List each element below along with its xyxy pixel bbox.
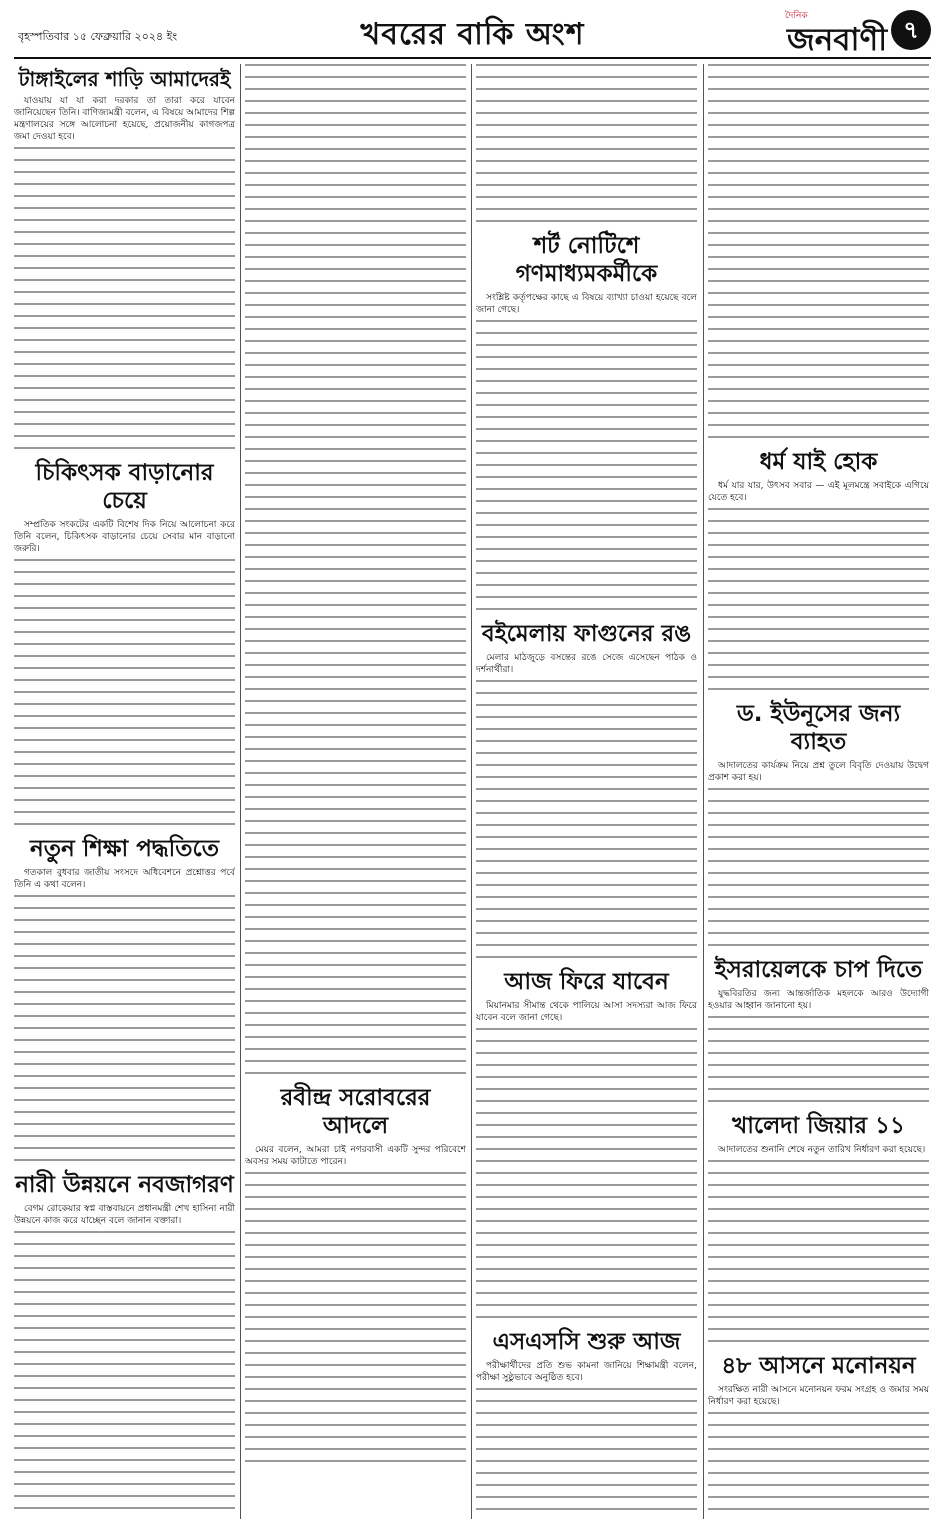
article-body: মেয়র বলেন, আমরা চাই নগরবাসী একটি সুন্দর পরিবেশে অবসর সময় কাটাতে পারেন। (245, 1145, 466, 1167)
article-body-lines (476, 1028, 697, 1318)
article-headline: নতুন শিক্ষা পদ্ধতিতে (29, 836, 220, 862)
article-headline: ইসরায়েলকে চাপ দিতে (714, 957, 923, 983)
article-headline: ড. ইউনূসের জন্য ব্যাহত (736, 701, 901, 755)
article-headline: ধর্ম যাই হোক (759, 449, 878, 475)
article-body-lines (476, 64, 697, 222)
article-headline: আজ ফিরে যাবেন (504, 969, 669, 995)
article-headline: নারী উন্নয়নে নবজাগরণ (15, 1172, 234, 1198)
article (708, 956, 929, 1102)
article-body: মেলার মাঠজুড়ে বসন্তের রঙে সেজে এসেছেন পাঠক ও দর্শনার্থীরা। (476, 653, 697, 675)
article-headline: বইমেলায় ফাগুনের রঙ (481, 621, 692, 647)
article-body-lines (245, 1172, 466, 1462)
article (14, 1171, 235, 1519)
article-headline: চিকিৎসক বাড়ানোর চেয়ে (35, 460, 214, 514)
masthead-divider (14, 57, 931, 59)
article-headline: ৪৮ আসনে মনোনয়ন (721, 1353, 916, 1379)
article (245, 1084, 466, 1462)
article-body: সংশ্লিষ্ট কর্তৃপক্ষের কাছে এ বিষয়ে ব্যাখ্যা চাওয়া হয়েছে বলে জানা গেছে। (476, 293, 697, 315)
article-headline: টাঙ্গাইলের শাড়ি আমাদেরই (18, 67, 231, 91)
article-body-lines (708, 1412, 929, 1519)
column-divider (471, 64, 472, 1519)
article-continued (708, 64, 929, 438)
article-body: পরীক্ষার্থীদের প্রতি শুভ কামনা জানিয়ে শিক্ষামন্ত্রী বলেন, পরীক্ষা সুষ্ঠুভাবে অনুষ্ঠিত হবে। (476, 1361, 697, 1383)
article (14, 459, 235, 825)
article-headline: খালেদা জিয়ার ১১ (732, 1113, 905, 1139)
article (476, 1328, 697, 1519)
logo-name: জনবাণী (787, 22, 888, 58)
article (708, 1112, 929, 1342)
article-body-lines (14, 895, 235, 1161)
article (476, 232, 697, 610)
article-body: যুদ্ধবিরতির জন্য আন্তর্জাতিক মহলকে আরও উদ্যোগী হওয়ার আহ্বান জানানো হয়। (708, 989, 929, 1011)
article-body-lines (708, 508, 929, 690)
article-body: আদালতের কার্যক্রম নিয়ে প্রশ্ন তুলে বিবৃতি দেওয়ায় উদ্বেগ প্রকাশ করা হয়। (708, 761, 929, 783)
article-body: সম্প্রতিক সংকটের একটি বিশেষ দিক নিয়ে আলোচনা করে তিনি বলেন, চিকিৎসক বাড়ানোর চেয়ে সেবার মান বাড়ানো জরুরি। (14, 520, 235, 554)
newspaper-logo (785, 8, 888, 58)
logo-small-text: দৈনিক (785, 11, 808, 21)
article-headline: শর্ট নোটিশে গণমাধ্যমকর্মীকে (515, 233, 658, 287)
article-body: গতকাল বুধবার জাতীয় সংসদে অধিবেশনে প্রশ্নোত্তর পর্বে তিনি এ কথা বলেন। (14, 868, 235, 890)
article-body-lines (476, 1388, 697, 1519)
article-body: যাওয়ায় যা যা করা দরকার তা তারা করে যাবেন জানিয়েছেন তিনি। বাণিজ্যমন্ত্রী বলেন, এ বিষয়ে আমাদের শিল্প মন্ত্রণালয়ের সঙ্গে আলোচনা হয়েছে, প্রয়োজনীয় কাগজপত্র জমা দেওয়া হবে। (14, 96, 235, 142)
article (476, 620, 697, 958)
article-body: বেগম রোকেয়ার স্বপ্ন বাস্তবায়নে প্রধানমন্ত্রী শেখ হাসিনা নারী উন্নয়নে কাজ করে যাচ্ছেন বলে জানান বক্তারা। (14, 1204, 235, 1226)
article-body-lines (14, 559, 235, 825)
article-body-lines (708, 64, 929, 438)
article-body-lines (708, 1160, 929, 1342)
article-headline: এসএসসি শুরু আজ (492, 1329, 681, 1355)
article-body: সংরক্ষিত নারী আসনে মনোনয়ন ফরম সংগ্রহ ও জমার সময় নির্ধারণ করা হয়েছে। (708, 1385, 929, 1407)
article-body-lines (245, 64, 466, 1074)
column-divider (703, 64, 704, 1519)
article (476, 968, 697, 1318)
article-headline: রবীন্দ্র সরোবরের আদলে (280, 1085, 431, 1139)
article (708, 700, 929, 946)
article-continued (245, 64, 466, 1074)
article-body-lines (14, 1231, 235, 1519)
column-3 (476, 64, 697, 1519)
article-body-lines (708, 788, 929, 946)
issue-date: বৃহস্পতিবার ১৫ ফেব্রুয়ারি ২০২৪ ইং (18, 30, 178, 43)
column-2 (245, 64, 466, 1519)
article-body: আদালতের শুনানি শেষে নতুন তারিখ নির্ধারণ করা হয়েছে। (718, 1145, 926, 1155)
article-body-lines (14, 147, 235, 449)
article-body: মিয়ানমার সীমান্ত থেকে পালিয়ে আসা সদস্যরা আজ ফিরে যাবেন বলে জানা গেছে। (476, 1001, 697, 1023)
column-divider (240, 64, 241, 1519)
section-title: খবরের বাকি অংশ (360, 17, 585, 52)
column-4 (708, 64, 929, 1519)
article-body: ধর্ম যার যার, উৎসব সবার — এই মূলমন্ত্রে সবাইকে এগিয়ে যেতে হবে। (708, 481, 929, 503)
article (14, 67, 235, 449)
column-1 (14, 64, 235, 1519)
masthead (14, 6, 931, 56)
article-body-lines (476, 320, 697, 610)
page-number-badge: ৭ (891, 10, 931, 50)
article-body-lines (708, 1016, 929, 1102)
article (14, 835, 235, 1161)
article (708, 1352, 929, 1519)
article-body-lines (476, 680, 697, 958)
article-continued (476, 64, 697, 222)
article (708, 448, 929, 690)
